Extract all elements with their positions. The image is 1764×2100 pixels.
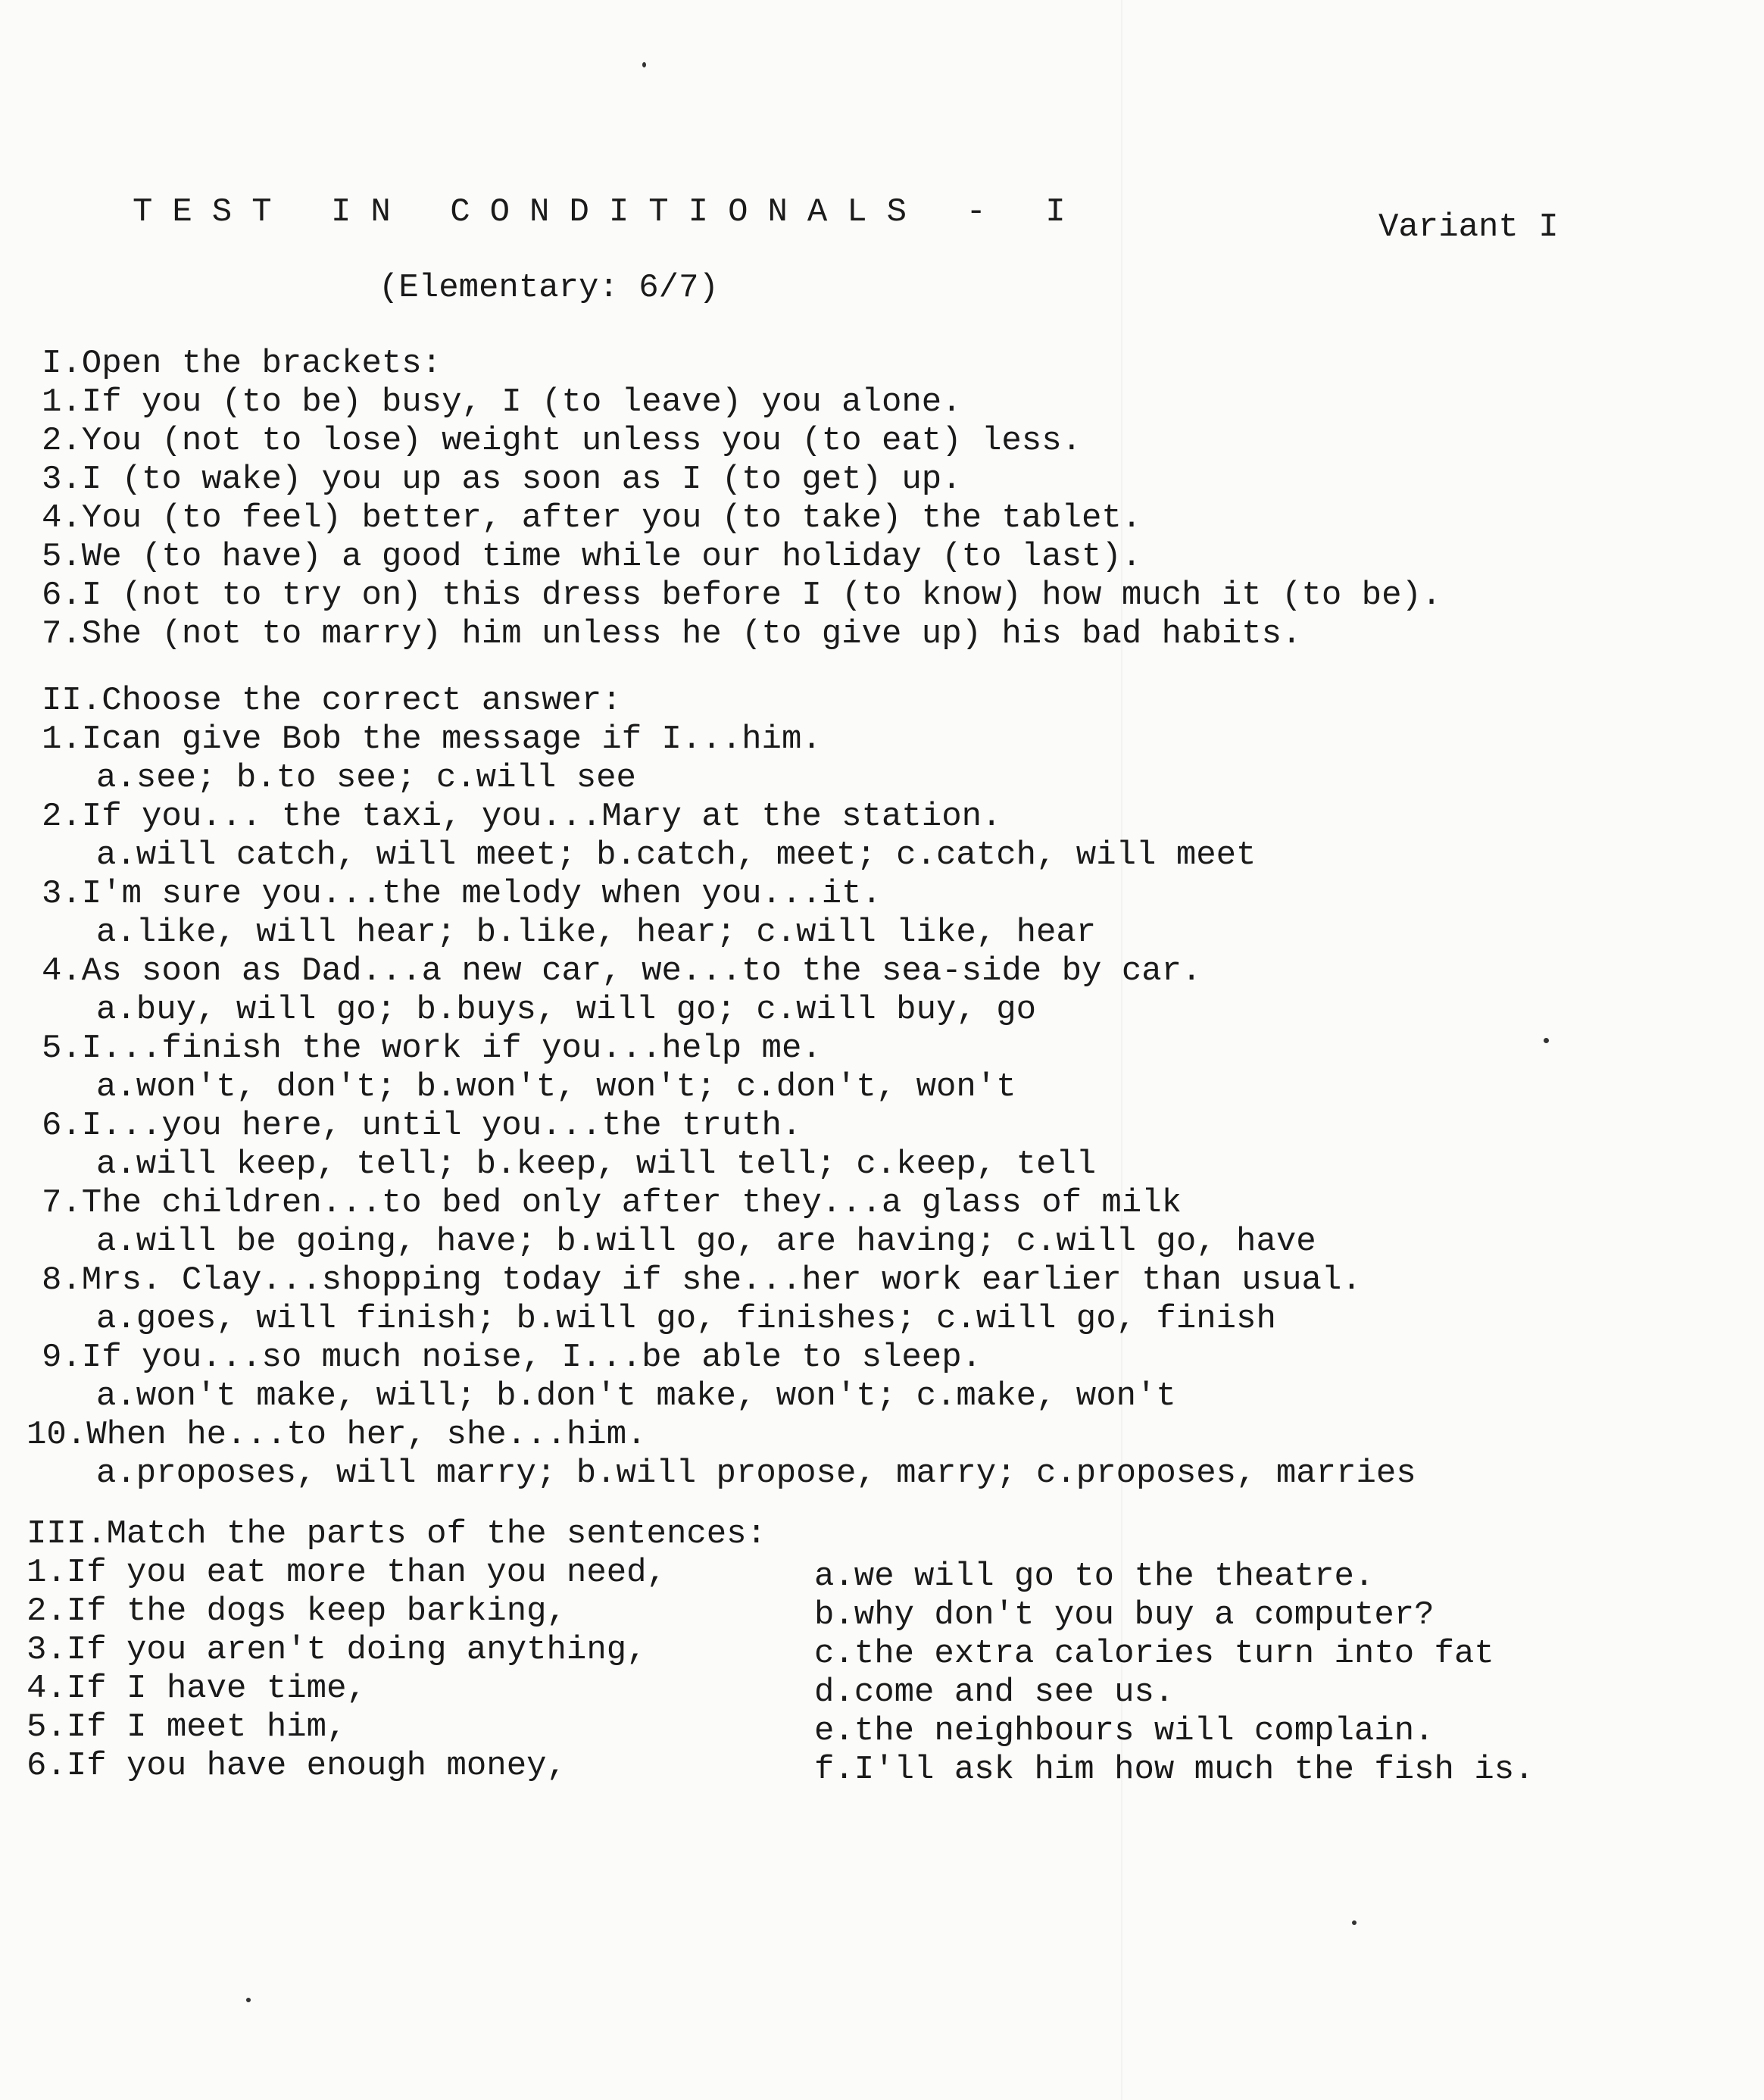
exercise-item: 4.You (to feel) better, after you (to take) the tablet. [42,499,1142,537]
section-open-brackets [42,345,1441,654]
question: 2.If you... the taxi, you...Mary at the station. [42,798,1002,836]
question: 5.I...finish the work if you...help me. [42,1030,822,1067]
answer-options: a.will keep, tell; b.keep, will tell; c.keep, tell [96,1145,1097,1183]
sentence-endings [814,1558,1535,1789]
sentence-end: f.I'll ask him how much the fish is. [814,1751,1535,1789]
answer-options: a.like, will hear; b.like, hear; c.will like, hear [96,914,1097,952]
sentence-start: 6.If you have enough money, [27,1747,567,1785]
question: 7.The children...to bed only after they...a glass of milk [42,1184,1182,1222]
question: 3.I'm sure you...the melody when you...it. [42,875,882,913]
question: 4.As soon as Dad...a new car, we...to the sea-side by car. [42,952,1202,990]
answer-options: a.goes, will finish; b.will go, finishes; c.will go, finish [96,1300,1276,1338]
scan-speck [1352,1920,1357,1925]
question: 8.Mrs. Clay...shopping today if she...her work earlier than usual. [42,1261,1362,1299]
sentence-start: 4.If I have time, [27,1670,367,1708]
answer-options: a.won't make, will; b.don't make, won't; c.make, won't [96,1377,1176,1415]
scan-speck [1544,1038,1549,1043]
answer-options: a.will catch, will meet; b.catch, meet; c.catch, will meet [96,836,1257,874]
sentence-start: 3.If you aren't doing anything, [27,1631,647,1669]
exercise-item: 3.I (to wake) you up as soon as I (to get) up. [42,461,962,498]
section-heading: III.Match the parts of the sentences: [27,1515,766,1553]
exercise-item: 1.If you (to be) busy, I (to leave) you alone. [42,383,962,421]
exercise-item: 7.She (not to marry) him unless he (to give up) his bad habits. [42,615,1302,653]
sentence-end: a.we will go to the theatre. [814,1558,1375,1595]
sentence-end: c.the extra calories turn into fat [814,1635,1494,1673]
answer-options: a.buy, will go; b.buys, will go; c.will buy, go [96,991,1037,1029]
answer-options: a.won't, don't; b.won't, won't; c.don't, won't [96,1068,1016,1106]
question: 9.If you...so much noise, I...be able to sleep. [42,1339,982,1377]
section-heading: I.Open the brackets: [42,345,442,383]
exercise-item: 6.I (not to try on) this dress before I (to know) how much it (to be). [42,577,1442,614]
answer-options: a.will be going, have; b.will go, are having; c.will go, have [96,1223,1316,1261]
section-match-parts [27,1515,766,1786]
section-heading: II.Choose the correct answer: [42,682,622,720]
question: 1.Ican give Bob the message if I...him. [42,720,822,758]
sentence-start: 2.If the dogs keep barking, [27,1592,567,1630]
exercise-item: 5.We (to have) a good time while our holiday (to last). [42,538,1142,576]
scan-speck [246,1998,251,2002]
variant-label: Variant I [1378,208,1559,246]
section-choose-answer [27,682,1416,1493]
level-label: (Elementary: 6/7) [379,269,719,307]
answer-options: a.proposes, will marry; b.will propose, marry; c.proposes, marries [96,1455,1416,1492]
sentence-start: 1.If you eat more than you need, [27,1554,667,1592]
question: 10.When he...to her, she...him. [27,1416,647,1454]
answer-options: a.see; b.to see; c.will see [96,759,636,797]
sentence-start: 5.If I meet him, [27,1708,347,1746]
scan-speck [642,62,646,67]
question: 6.I...you here, until you...the truth. [42,1107,802,1145]
sentence-end: e.the neighbours will complain. [814,1712,1435,1750]
test-title: TEST IN CONDITIONALS - I [133,193,1085,231]
exercise-item: 2.You (not to lose) weight unless you (to eat) less. [42,422,1082,460]
sentence-end: b.why don't you buy a computer? [814,1596,1435,1634]
sentence-end: d.come and see us. [814,1673,1175,1711]
